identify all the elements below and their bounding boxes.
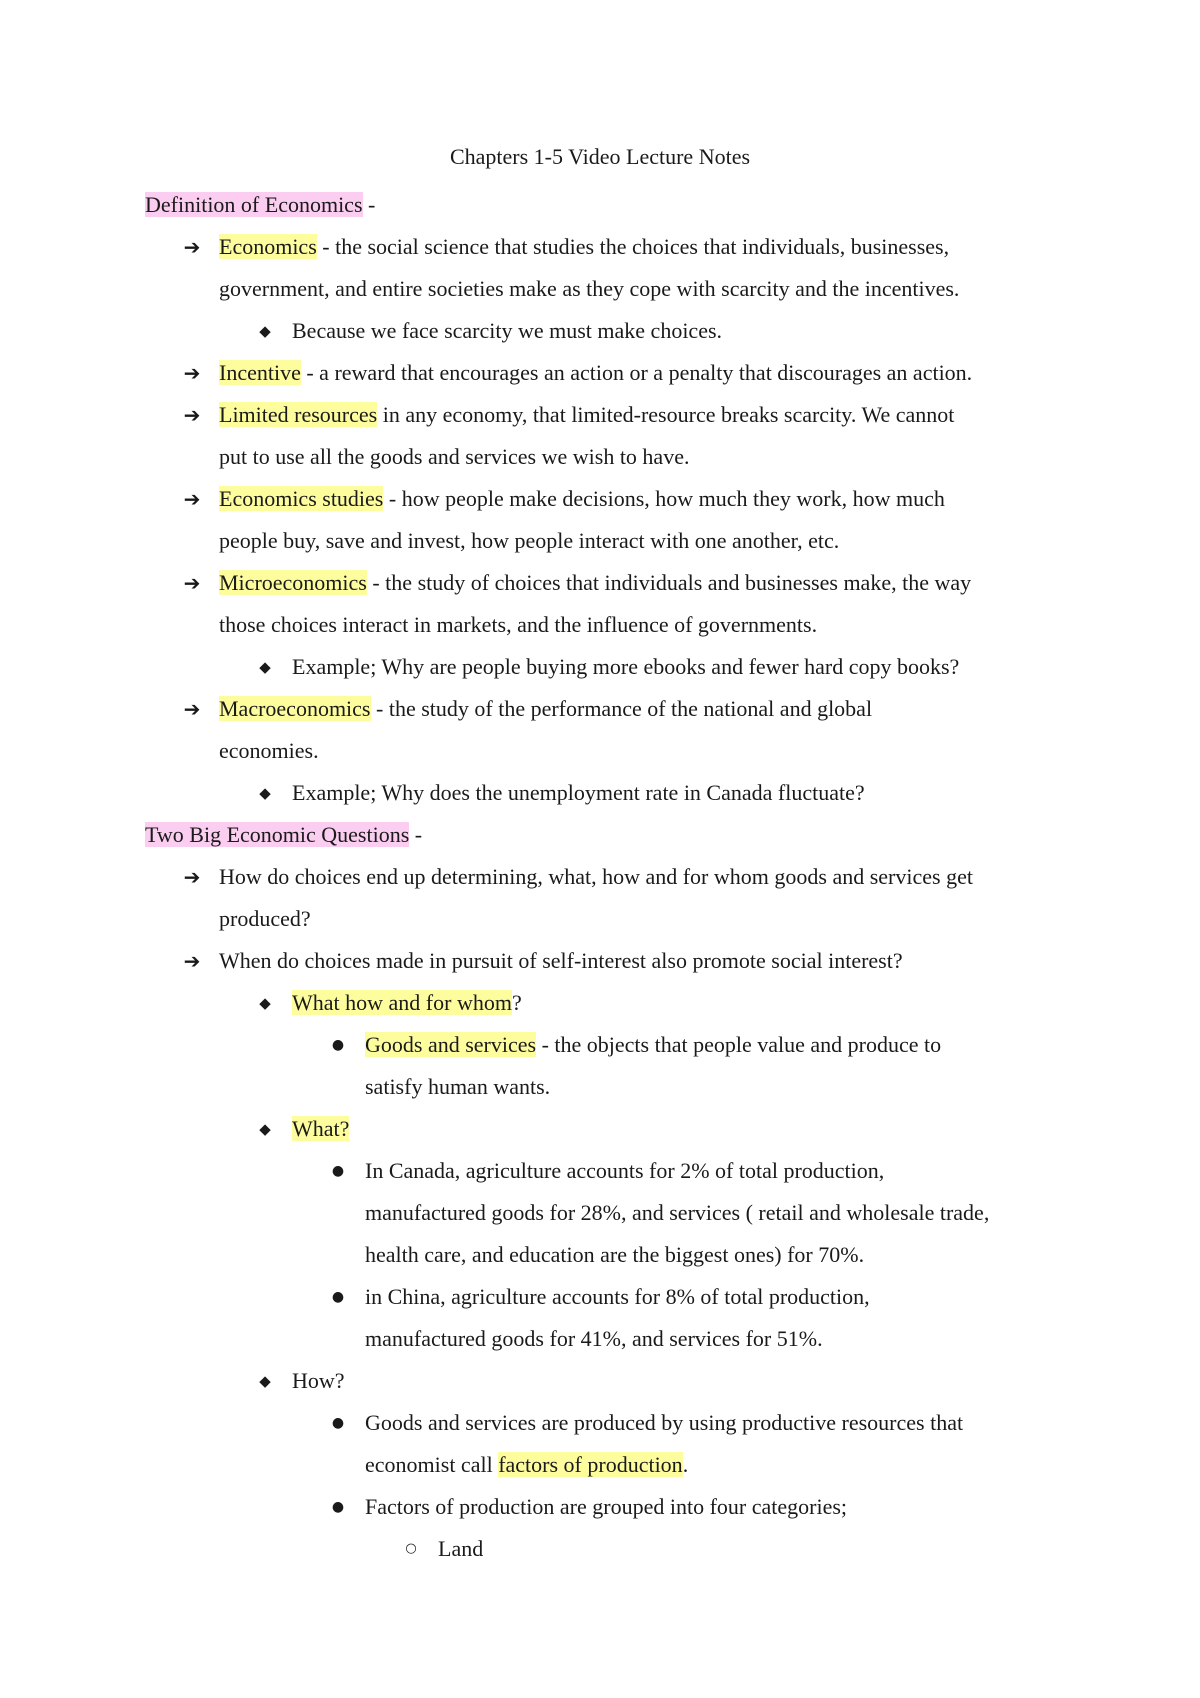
- term-highlight: factors of production: [498, 1452, 683, 1477]
- filled-circle-bullet-icon: ●: [331, 1289, 345, 1305]
- list-item-continuation: manufactured goods for 28%, and services ( retail and wholesale trade,: [365, 1200, 990, 1225]
- list-item: ➔ Economics studies - how people make decisions, how much they work, how much: [145, 478, 1065, 520]
- list-item-continuation: manufactured goods for 41%, and services for 51%.: [365, 1326, 823, 1351]
- list-item: ➔ When do choices made in pursuit of self-interest also promote social interest?: [145, 940, 1065, 982]
- hollow-circle-bullet-icon: ○: [405, 1541, 417, 1556]
- heading-highlight: Definition of Economics: [145, 192, 363, 217]
- list-item-continuation: government, and entire societies make as they cope with scarcity and the incentives.: [219, 276, 960, 301]
- list-item-continuation: satisfy human wants.: [365, 1074, 551, 1099]
- term-highlight: Economics: [219, 234, 317, 259]
- list-item-continuation: produced?: [219, 906, 311, 931]
- diamond-bullet-icon: ◆: [259, 994, 271, 1012]
- right-arrow-icon: ➔: [183, 487, 201, 511]
- section-heading-definition: Definition of Economics -: [145, 192, 376, 217]
- list-item: ➔ Incentive - a reward that encourages an action or a penalty that discourages an action.: [145, 352, 1065, 394]
- heading-highlight: Two Big Economic Questions: [145, 822, 410, 847]
- list-item: ○ Land: [145, 1528, 1065, 1570]
- list-item: ◆ How?: [145, 1360, 1065, 1402]
- term-highlight: Macroeconomics: [219, 696, 371, 721]
- right-arrow-icon: ➔: [183, 361, 201, 385]
- list-item-continuation: economist call factors of production.: [365, 1452, 689, 1477]
- list-item: ◆ What how and for whom?: [145, 982, 1065, 1024]
- term-highlight: Goods and services: [365, 1032, 537, 1057]
- list-item: ◆ Because we face scarcity we must make choices.: [145, 310, 1065, 352]
- page-title: Chapters 1-5 Video Lecture Notes: [449, 144, 751, 169]
- diamond-bullet-icon: ◆: [259, 1372, 271, 1390]
- list-item-continuation: health care, and education are the biggest ones) for 70%.: [365, 1242, 865, 1267]
- filled-circle-bullet-icon: ●: [331, 1163, 345, 1179]
- list-item: ● in China, agriculture accounts for 8% of total production,: [145, 1276, 1065, 1318]
- list-item: ◆ Example; Why does the unemployment rate in Canada fluctuate?: [145, 772, 1065, 814]
- right-arrow-icon: ➔: [183, 697, 201, 721]
- list-item: ➔ Economics - the social science that studies the choices that individuals, businesses,: [145, 226, 1065, 268]
- filled-circle-bullet-icon: ●: [331, 1415, 345, 1431]
- filled-circle-bullet-icon: ●: [331, 1499, 345, 1515]
- list-item: ➔ Microeconomics - the study of choices that individuals and businesses make, the way: [145, 562, 1065, 604]
- right-arrow-icon: ➔: [183, 865, 201, 889]
- filled-circle-bullet-icon: ●: [331, 1037, 345, 1053]
- notes-body: [145, 184, 1065, 1570]
- list-item: [145, 1108, 1065, 1150]
- list-item: ➔ Limited resources in any economy, that limited-resource breaks scarcity. We cannot: [145, 394, 1065, 436]
- right-arrow-icon: ➔: [183, 571, 201, 595]
- list-item-continuation: economies.: [219, 738, 319, 763]
- term-highlight: Microeconomics: [219, 570, 367, 595]
- list-item: ● Factors of production are grouped into four categories;: [145, 1486, 1065, 1528]
- section-heading-questions: Two Big Economic Questions -: [145, 822, 423, 847]
- term-highlight: What?: [292, 1116, 350, 1141]
- list-item: ● Goods and services - the objects that people value and produce to: [145, 1024, 1065, 1066]
- list-item-continuation: put to use all the goods and services we wish to have.: [219, 444, 690, 469]
- diamond-bullet-icon: ◆: [259, 322, 271, 340]
- diamond-bullet-icon: ◆: [259, 784, 271, 802]
- right-arrow-icon: ➔: [183, 403, 201, 427]
- list-item: ➔ Macroeconomics - the study of the performance of the national and global: [145, 688, 1065, 730]
- diamond-bullet-icon: ◆: [259, 658, 271, 676]
- list-item: ● In Canada, agriculture accounts for 2% of total production,: [145, 1150, 1065, 1192]
- list-item: ➔ How do choices end up determining, what, how and for whom goods and services get: [145, 856, 1065, 898]
- list-item-continuation: those choices interact in markets, and the influence of governments.: [219, 612, 818, 637]
- right-arrow-icon: ➔: [183, 949, 201, 973]
- right-arrow-icon: ➔: [183, 235, 201, 259]
- list-item-continuation: people buy, save and invest, how people interact with one another, etc.: [219, 528, 840, 553]
- list-item: ◆ Example; Why are people buying more ebooks and fewer hard copy books?: [145, 646, 1065, 688]
- term-highlight: What how and for whom: [292, 990, 512, 1015]
- list-item: ● Goods and services are produced by using productive resources that: [145, 1402, 1065, 1444]
- term-highlight: Economics studies: [219, 486, 384, 511]
- term-highlight: Incentive: [219, 360, 301, 385]
- diamond-bullet-icon: ◆: [259, 1120, 271, 1138]
- term-highlight: Limited resources: [219, 402, 378, 427]
